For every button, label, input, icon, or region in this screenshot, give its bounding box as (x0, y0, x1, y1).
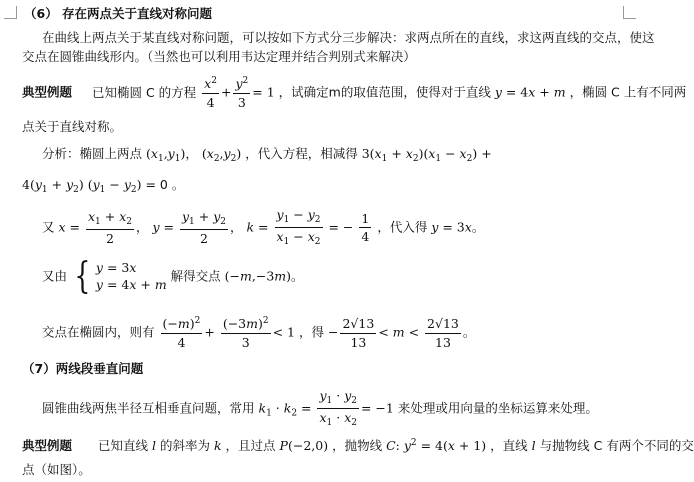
section-7-title: （7）两线段垂直问题 (22, 361, 144, 376)
corner-mark-right (623, 6, 636, 19)
example-2-label: 典型例题 (22, 438, 73, 453)
section-6-paragraph-line-2: 交点在圆锥曲线形内。（当然也可以利用韦达定理并结合判别式来解决） (22, 49, 416, 64)
section-6-paragraph-line-1: 在曲线上两点关于某直线对称问题，可以按如下方式分三步解决：求两点所在的直线，求这两直线的交点，使这 (42, 30, 655, 45)
example-2-line-2: 点（如图）。 (22, 462, 91, 477)
example-1-label: 典型例题 (22, 84, 73, 100)
analysis-inside-line: 交点在椭圆内，则有 $\frac{(-m)^2}{4}$ + $\frac{(-3m)^2}{3}$ < 1 ，得 − $\frac{2√13}{13}$ < m < $\frac{2√13}{13}$ 。 (42, 316, 476, 350)
example-1-line-2: 点关于直线对称。 (22, 119, 123, 134)
section-7-paragraph: 圆锥曲线两焦半径互相垂直问题，常用 $k_1 \cdot k_2$ = $\frac{y_1 \cdot y_2}{x_1 \cdot x_2}$ = −1 来处理或用向量的坐标运算来处理。 (42, 388, 598, 429)
section-6-title: （6） 存在两点关于直线对称问题 (24, 6, 213, 21)
line-equation: y (494, 84, 502, 100)
corner-mark-left (4, 6, 17, 19)
equation-system: { y = 3x y = 4x + m (74, 256, 167, 297)
analysis-system-line: 又由 { y = 3x y = 4x + m 解得交点 (−m,−3m)。 (42, 256, 304, 297)
example-2-line-1: 典型例题 已知直线 l 的斜率为 k ，且过点 P(−2,0) ，抛物线 C: $y^2 = 4(x + 1)$ ，直线 l 与抛物线 C 有两个不同的交 (22, 438, 694, 453)
analysis-line-1: 分析：椭圆上两点 $(x_1,y_1)$， $(x_2,y_2)$ ，代入方程，相减得 $3(x_1 + x_2)(x_1 - x_2)$ + (42, 146, 492, 164)
analysis-line-2: $4(y_1 + y_2) (y_1 - y_2) = 0$ 。 (22, 177, 185, 195)
example-1-line-1: 典型例题 已知椭圆 C 的方程 $\frac{x^2}{4}$ + $\frac{y^2}{3}$ = 1 ，试确定m的取值范围，使得对于直线 y = 4x + m ，椭圆 C 上有不同两 (22, 76, 687, 110)
ellipse-equation: $\frac{x^2}{4}$ (204, 76, 217, 110)
analysis-midpoint-line: 又 x = $\frac{x_1 + x_2}{2}$ ， y = $\frac{y_1 + y_2}{2}$ ， k = $\frac{y_1 - y_2}{x_1 - x_2}$ = − $\frac{1}{4}$ ，代入得 y = 3x。 (42, 207, 485, 248)
